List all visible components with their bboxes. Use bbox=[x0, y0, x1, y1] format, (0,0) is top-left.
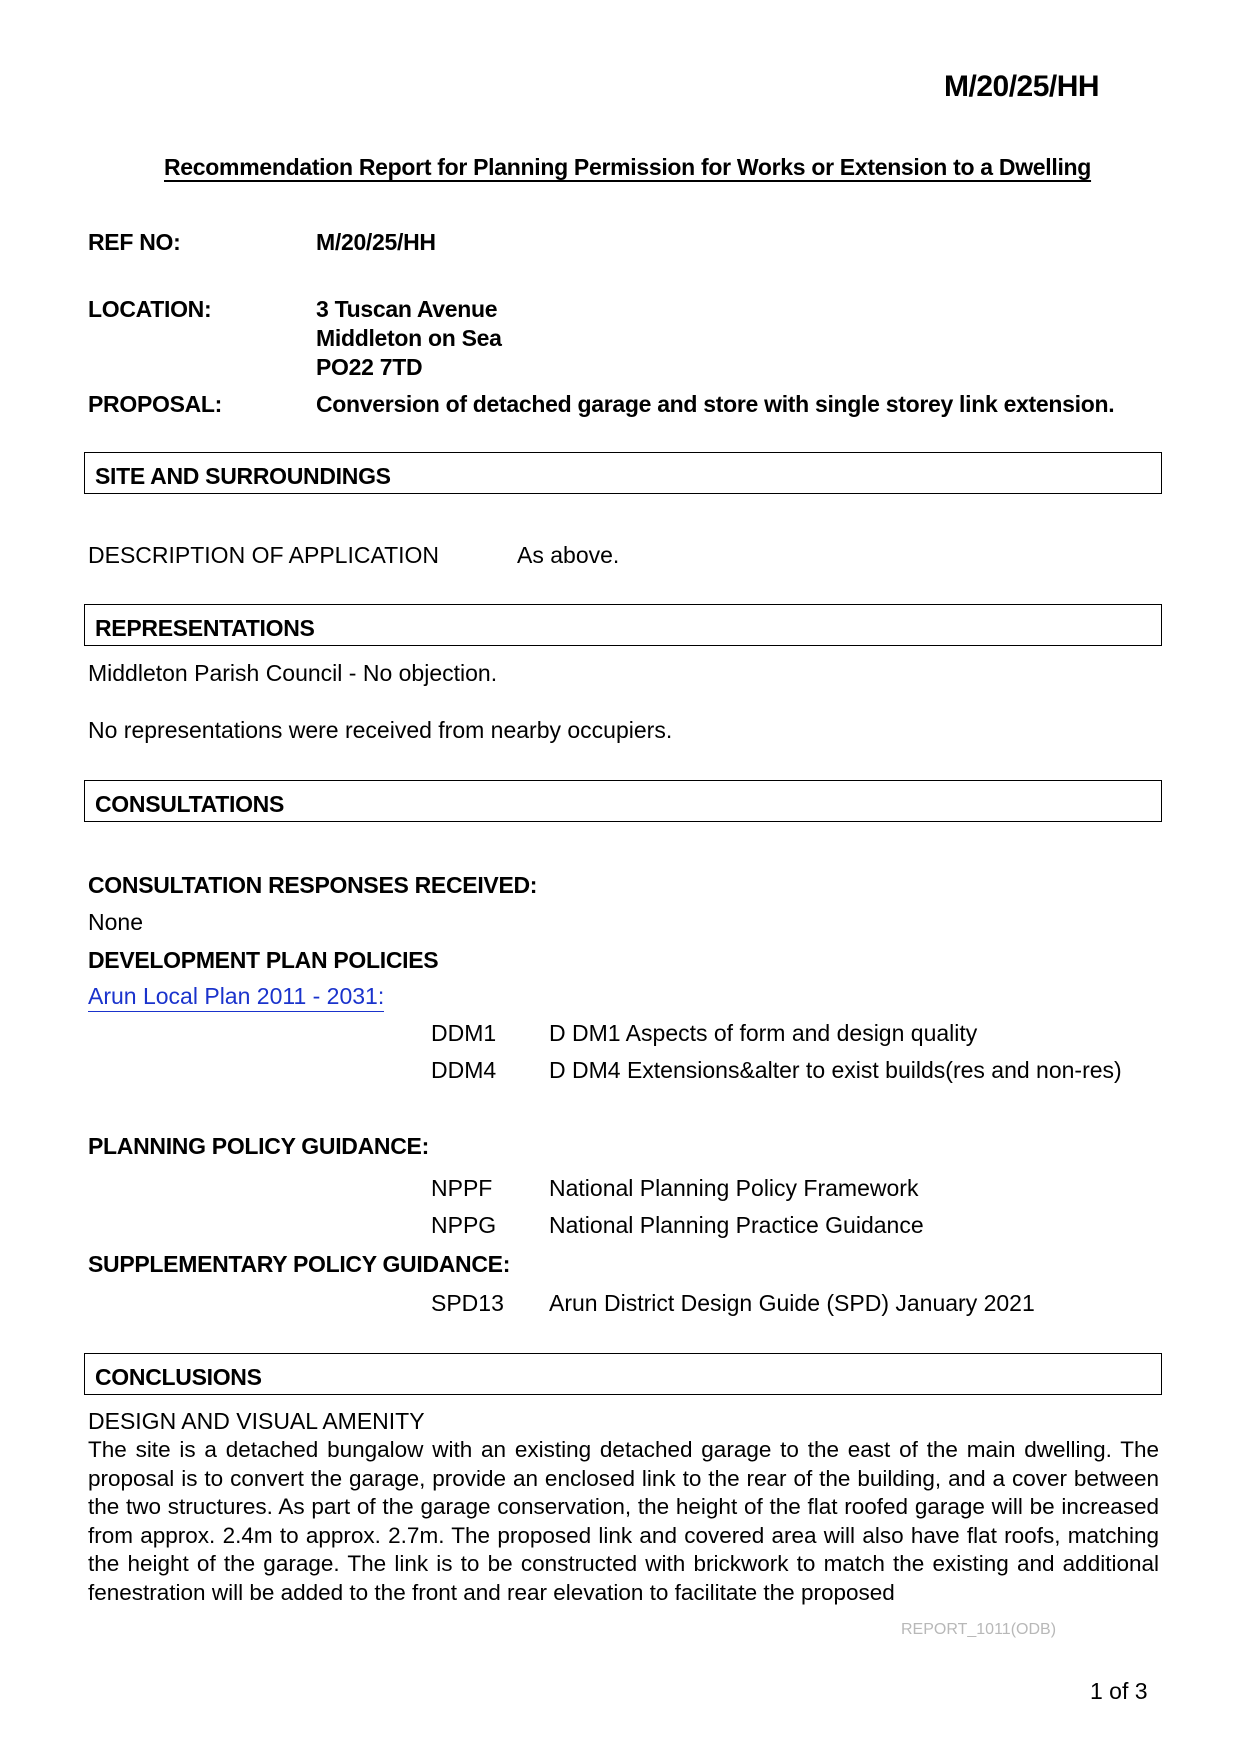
description-label: DESCRIPTION OF APPLICATION bbox=[88, 542, 440, 568]
policy-code: DDM4 bbox=[431, 1057, 497, 1083]
report-code: REPORT_1011(ODB) bbox=[901, 1621, 1057, 1638]
policy-description: D DM4 Extensions&alter to exist builds(res and non-res) bbox=[549, 1057, 1122, 1083]
section-representations bbox=[84, 604, 1162, 646]
section-site-and-surroundings bbox=[84, 452, 1162, 494]
section-conclusions bbox=[84, 1353, 1162, 1395]
ref-no-value: M/20/25/HH bbox=[316, 229, 436, 255]
consultation-responses-value: None bbox=[88, 909, 143, 935]
policy-description: National Planning Policy Framework bbox=[549, 1175, 919, 1201]
description-value: As above. bbox=[517, 542, 620, 568]
location-line-1: 3 Tuscan Avenue bbox=[316, 296, 498, 322]
section-heading: SITE AND SURROUNDINGS bbox=[95, 463, 391, 489]
page-number: 1 of 3 bbox=[1090, 1678, 1148, 1704]
proposal-label: PROPOSAL: bbox=[88, 391, 223, 417]
policy-code: DDM1 bbox=[431, 1020, 497, 1046]
section-heading: CONCLUSIONS bbox=[95, 1364, 262, 1390]
policy-description: National Planning Practice Guidance bbox=[549, 1212, 924, 1238]
section-heading: REPRESENTATIONS bbox=[95, 615, 315, 641]
conclusions-paragraph: The site is a detached bungalow with an existing detached garage to the east of the main dwelling. The proposal is to convert the garage, provide an enclosed link to the rear of the building, and a cover between the two structures. As part of the garage conservation, the height of the flat roofed garage will be increased from approx. 2.4m to approx. 2.7m. The proposed link and covered area will also have flat roofs, matching the height of the garage. The link is to be constructed with brickwork to match the existing and additional fenestration will be added to the front and rear elevation to facilitate the proposed bbox=[88, 1437, 1159, 1605]
policy-code: SPD13 bbox=[431, 1290, 504, 1316]
policy-code: NPPF bbox=[431, 1175, 493, 1201]
section-consultations bbox=[84, 780, 1162, 822]
proposal-value: Conversion of detached garage and store with single storey link extension. bbox=[316, 391, 1115, 417]
planning-guidance-heading: PLANNING POLICY GUIDANCE: bbox=[88, 1133, 429, 1159]
location-line-2: Middleton on Sea bbox=[316, 325, 502, 351]
conclusions-subheading: DESIGN AND VISUAL AMENITY bbox=[88, 1408, 425, 1434]
representation-line: Middleton Parish Council - No objection. bbox=[88, 660, 498, 686]
local-plan-link[interactable]: Arun Local Plan 2011 - 2031: bbox=[88, 983, 384, 1012]
representation-line: No representations were received from nearby occupiers. bbox=[88, 717, 673, 743]
consultation-responses-heading: CONSULTATION RESPONSES RECEIVED: bbox=[88, 872, 538, 898]
supplementary-guidance-heading: SUPPLEMENTARY POLICY GUIDANCE: bbox=[88, 1251, 511, 1277]
report-title: Recommendation Report for Planning Permission for Works or Extension to a Dwelling bbox=[164, 154, 1092, 180]
location-label: LOCATION: bbox=[88, 296, 212, 322]
header-reference: M/20/25/HH bbox=[944, 70, 1100, 103]
policy-code: NPPG bbox=[431, 1212, 497, 1238]
development-plan-heading: DEVELOPMENT PLAN POLICIES bbox=[88, 947, 439, 973]
location-line-3: PO22 7TD bbox=[316, 354, 423, 380]
policy-description: Arun District Design Guide (SPD) January 2021 bbox=[549, 1290, 1035, 1316]
policy-description: D DM1 Aspects of form and design quality bbox=[549, 1020, 978, 1046]
ref-no-label: REF NO: bbox=[88, 229, 181, 255]
section-heading: CONSULTATIONS bbox=[95, 791, 285, 817]
